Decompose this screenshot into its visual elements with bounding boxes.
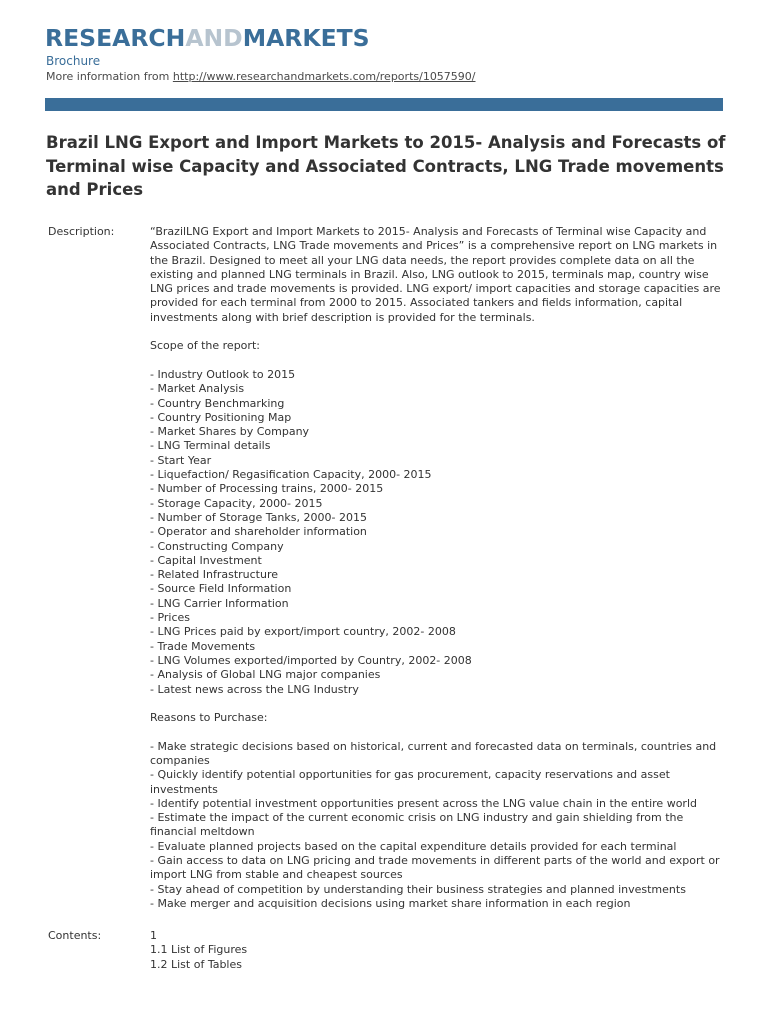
list-item: 1.1 List of Figures bbox=[150, 943, 248, 957]
list-item: - Source Field Information bbox=[150, 582, 292, 596]
logo-markets-text: MARKETS bbox=[242, 24, 370, 52]
list-item: - Analysis of Global LNG major companies bbox=[150, 668, 381, 682]
report-title: Brazil LNG Export and Import Markets to 2015- Analysis and Forecasts of Terminal wise Capacity and Associated Contracts, LNG Trade movements and Prices bbox=[46, 133, 726, 199]
list-item: - Industry Outlook to 2015 bbox=[150, 367, 296, 381]
list-item: - Market Shares by Company bbox=[150, 425, 310, 439]
list-item: - Related Infrastructure bbox=[150, 568, 279, 582]
list-item: - Stay ahead of competition by understanding their business strategies and planned investments bbox=[150, 882, 686, 896]
scope-list bbox=[150, 368, 725, 697]
list-item: - Constructing Company bbox=[150, 539, 284, 553]
more-info-line bbox=[46, 69, 476, 84]
list-item: - Make strategic decisions based on historical, current and forecasted data on terminals, countries and companies bbox=[150, 739, 717, 767]
list-item: - Latest news across the LNG Industry bbox=[150, 682, 359, 696]
list-item: - Identify potential investment opportunities present across the LNG value chain in the entire world bbox=[150, 796, 697, 810]
list-item: - Storage Capacity, 2000- 2015 bbox=[150, 496, 323, 510]
more-info-prefix: More information from bbox=[46, 70, 170, 83]
list-item: - Operator and shareholder information bbox=[150, 525, 367, 539]
scope-heading: Scope of the report: bbox=[150, 339, 260, 353]
list-item: 1.2 List of Tables bbox=[150, 957, 242, 971]
logo-research-text: RESEARCH bbox=[45, 24, 186, 52]
list-item: - Estimate the impact of the current economic crisis on LNG industry and gain shielding from the financial meltdown bbox=[150, 811, 684, 839]
brochure-label: Brochure bbox=[46, 54, 101, 68]
description-body bbox=[150, 225, 725, 911]
description-intro: “BrazilLNG Export and Import Markets to 2015- Analysis and Forecasts of Terminal wise Capacity and Associated Contracts, LNG Trade movements and Prices” is a comprehensive report on LNG markets in the Brazil. Designed to meet all your LNG data needs, the report provides complete data on all the existing and planned LNG terminals in Brazil. Also, LNG outlook to 2015, terminals map, country wise LNG prices and trade movements is provided. LNG export/ import capacities and storage capacities are provided for each terminal from 2000 to 2015. Associated tankers and fields information, capital investments along with brief description is provided for the terminals. bbox=[150, 225, 721, 324]
list-item: 1 bbox=[150, 929, 157, 942]
list-item: - Liquefaction/ Regasification Capacity, 2000- 2015 bbox=[150, 468, 432, 482]
list-item: - Prices bbox=[150, 611, 191, 625]
researchandmarkets-logo[interactable] bbox=[45, 24, 370, 52]
list-item: - LNG Volumes exported/imported by Country, 2002- 2008 bbox=[150, 653, 472, 667]
list-item: - Country Positioning Map bbox=[150, 410, 292, 424]
list-item: - Evaluate planned projects based on the capital expenditure details provided for each terminal bbox=[150, 839, 677, 853]
list-item: - LNG Prices paid by export/import country, 2002- 2008 bbox=[150, 625, 456, 639]
header-divider-bar bbox=[45, 98, 723, 111]
list-item: - Start Year bbox=[150, 453, 212, 467]
list-item: - Number of Storage Tanks, 2000- 2015 bbox=[150, 510, 367, 524]
list-item: - Make merger and acquisition decisions using market share information in each region bbox=[150, 896, 631, 910]
list-item: - Trade Movements bbox=[150, 639, 256, 653]
contents-body bbox=[150, 929, 725, 972]
list-item: - Country Benchmarking bbox=[150, 396, 285, 410]
reasons-list bbox=[150, 740, 725, 912]
list-item: - Number of Processing trains, 2000- 2015 bbox=[150, 482, 384, 496]
contents-list bbox=[150, 929, 725, 972]
list-item: - LNG Carrier Information bbox=[150, 596, 289, 610]
reasons-heading: Reasons to Purchase: bbox=[150, 711, 268, 725]
description-label: Description: bbox=[48, 225, 115, 238]
logo-and-text: AND bbox=[185, 24, 243, 52]
list-item: - Capital Investment bbox=[150, 553, 262, 567]
contents-label: Contents: bbox=[48, 929, 102, 942]
list-item: - Gain access to data on LNG pricing and trade movements in different parts of the world and export or import LNG from stable and cheapest sources bbox=[150, 854, 720, 882]
list-item: - LNG Terminal details bbox=[150, 439, 271, 453]
list-item: - Market Analysis bbox=[150, 382, 245, 396]
list-item: - Quickly identify potential opportunities for gas procurement, capacity reservations and asset investments bbox=[150, 768, 670, 796]
report-url-link[interactable]: http://www.researchandmarkets.com/reports/1057590/ bbox=[172, 70, 476, 83]
